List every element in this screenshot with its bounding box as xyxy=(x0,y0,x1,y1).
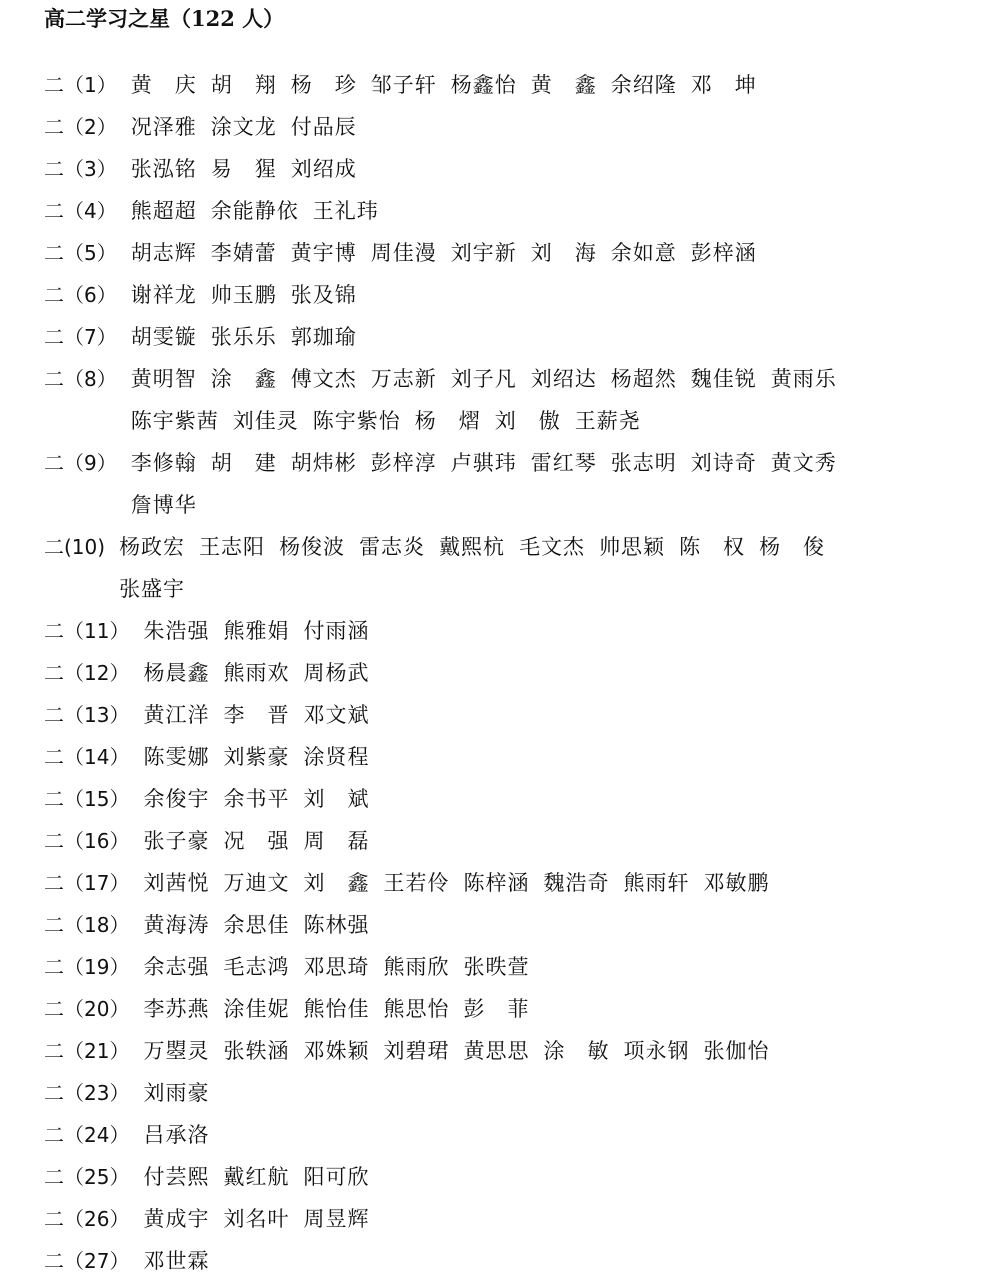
student-name: 吕承洛 xyxy=(143,1123,210,1147)
class-row xyxy=(44,274,984,316)
student-name: 涂佳妮 xyxy=(223,997,290,1021)
student-name: 邓世霖 xyxy=(143,1249,210,1273)
student-name: 邓思琦 xyxy=(303,955,370,979)
student-name: 张盛宇 xyxy=(119,577,186,601)
student-name-list xyxy=(143,778,383,820)
class-label: 二（23） xyxy=(44,1081,130,1105)
student-name: 熊雨欣 xyxy=(383,955,450,979)
student-name: 刘佳灵 xyxy=(232,409,299,433)
student-name: 张伽怡 xyxy=(703,1039,770,1063)
class-label: 二(10) xyxy=(44,535,106,559)
student-name: 王薪尧 xyxy=(574,409,641,433)
student-name: 熊思怡 xyxy=(383,997,450,1021)
class-label: 二（17） xyxy=(44,871,130,895)
class-row xyxy=(44,778,984,820)
class-label: 二（14） xyxy=(44,745,130,769)
student-name: 王志阳 xyxy=(199,535,266,559)
class-row xyxy=(44,652,984,694)
class-row xyxy=(44,190,984,232)
class-label: 二（15） xyxy=(44,787,130,811)
student-name: 陈梓涵 xyxy=(463,871,530,895)
student-name: 周佳漫 xyxy=(370,241,437,265)
student-name: 魏浩奇 xyxy=(543,871,610,895)
student-name: 帅思颖 xyxy=(599,535,666,559)
student-name: 刘诗奇 xyxy=(690,451,757,475)
student-name: 余能静依 xyxy=(210,199,299,223)
student-name: 张昳萱 xyxy=(463,955,530,979)
class-row xyxy=(44,442,984,526)
student-name-list xyxy=(143,1240,223,1282)
class-label: 二（20） xyxy=(44,997,130,1021)
student-name: 易 猩 xyxy=(210,157,277,181)
student-name: 雷志炎 xyxy=(359,535,426,559)
student-name: 胡 翔 xyxy=(210,73,277,97)
student-name: 王若伶 xyxy=(383,871,450,895)
class-label: 二（25） xyxy=(44,1165,130,1189)
student-name: 黄宇博 xyxy=(290,241,357,265)
student-name: 余志强 xyxy=(143,955,210,979)
student-name: 邹子轩 xyxy=(370,73,437,97)
student-name-list xyxy=(131,148,371,190)
student-name-list xyxy=(143,1030,783,1072)
class-row xyxy=(44,106,984,148)
student-name-list xyxy=(131,442,891,526)
student-name: 周杨武 xyxy=(303,661,370,685)
class-label: 二（27） xyxy=(44,1249,130,1273)
class-label: 二（8） xyxy=(44,367,117,391)
student-name: 帅玉鹏 xyxy=(210,283,277,307)
student-name-list xyxy=(143,1114,223,1156)
student-name: 刘碧珺 xyxy=(383,1039,450,1063)
class-row xyxy=(44,358,984,442)
student-name: 邓 坤 xyxy=(690,73,757,97)
student-name: 黄成宇 xyxy=(143,1207,210,1231)
student-name: 戴熙杭 xyxy=(439,535,506,559)
student-name: 周昱辉 xyxy=(303,1207,370,1231)
student-name: 杨晨鑫 xyxy=(143,661,210,685)
class-row xyxy=(44,988,984,1030)
class-label: 二（19） xyxy=(44,955,130,979)
student-name: 涂贤程 xyxy=(303,745,370,769)
student-name: 熊雅娟 xyxy=(223,619,290,643)
student-name: 郭珈瑜 xyxy=(290,325,357,349)
class-label: 二（1） xyxy=(44,73,117,97)
student-name: 李婧蕾 xyxy=(210,241,277,265)
student-name: 万志新 xyxy=(370,367,437,391)
student-name-list xyxy=(143,652,383,694)
student-name: 朱浩强 xyxy=(143,619,210,643)
document xyxy=(44,4,984,1282)
student-name: 胡志辉 xyxy=(130,241,197,265)
class-row xyxy=(44,232,984,274)
class-label: 二（9） xyxy=(44,451,117,475)
student-name-list xyxy=(143,820,383,862)
student-name-list xyxy=(143,1198,383,1240)
class-label: 二（5） xyxy=(44,241,117,265)
student-name: 黄明智 xyxy=(130,367,197,391)
student-name-list xyxy=(143,988,543,1030)
student-name-list xyxy=(143,736,383,778)
student-name: 杨俊波 xyxy=(279,535,346,559)
student-name-list xyxy=(143,1072,223,1114)
student-name: 刘绍成 xyxy=(290,157,357,181)
student-name: 张志明 xyxy=(610,451,677,475)
student-name: 王礼玮 xyxy=(312,199,379,223)
student-name: 付雨涵 xyxy=(303,619,370,643)
class-label: 二（7） xyxy=(44,325,117,349)
student-name: 刘 傲 xyxy=(494,409,561,433)
class-row xyxy=(44,610,984,652)
class-label: 二（26） xyxy=(44,1207,130,1231)
student-name: 黄 庆 xyxy=(130,73,197,97)
student-name-list xyxy=(131,106,371,148)
student-name-list xyxy=(131,316,371,358)
student-name: 熊雨欢 xyxy=(223,661,290,685)
student-name: 张及锦 xyxy=(290,283,357,307)
student-name: 阳可欣 xyxy=(303,1165,370,1189)
student-name: 刘宇新 xyxy=(450,241,517,265)
student-name: 毛志鸿 xyxy=(223,955,290,979)
student-name: 余绍隆 xyxy=(610,73,677,97)
class-row xyxy=(44,1072,984,1114)
student-name: 陈宇紫茜 xyxy=(130,409,219,433)
student-name-list xyxy=(131,190,393,232)
student-name: 陈 权 xyxy=(679,535,746,559)
student-name: 雷红琴 xyxy=(530,451,597,475)
class-label: 二（12） xyxy=(44,661,130,685)
student-name: 陈雯娜 xyxy=(143,745,210,769)
student-name: 杨超然 xyxy=(610,367,677,391)
class-row xyxy=(44,946,984,988)
student-name: 余思佳 xyxy=(223,913,290,937)
student-name: 涂文龙 xyxy=(210,115,277,139)
class-row xyxy=(44,1198,984,1240)
student-name: 张轶涵 xyxy=(223,1039,290,1063)
student-name: 詹博华 xyxy=(130,493,197,517)
student-name: 张子豪 xyxy=(143,829,210,853)
class-label: 二（16） xyxy=(44,829,130,853)
student-name: 周 磊 xyxy=(303,829,370,853)
class-label: 二（18） xyxy=(44,913,130,937)
student-name: 邓文斌 xyxy=(303,703,370,727)
student-name-list xyxy=(143,904,383,946)
student-name: 刘 斌 xyxy=(303,787,370,811)
student-name: 万迪文 xyxy=(223,871,290,895)
student-name: 刘名叶 xyxy=(223,1207,290,1231)
student-name-list xyxy=(131,232,771,274)
student-name: 张泓铭 xyxy=(130,157,197,181)
student-name: 杨 熠 xyxy=(414,409,481,433)
student-name: 邓敏鹏 xyxy=(703,871,770,895)
student-name: 黄文秀 xyxy=(770,451,837,475)
class-label: 二（24） xyxy=(44,1123,130,1147)
student-name: 黄江洋 xyxy=(143,703,210,727)
class-row xyxy=(44,526,984,610)
student-name: 黄雨乐 xyxy=(770,367,837,391)
class-label: 二（21） xyxy=(44,1039,130,1063)
student-name: 胡 建 xyxy=(210,451,277,475)
student-name: 黄思思 xyxy=(463,1039,530,1063)
student-name: 刘 海 xyxy=(530,241,597,265)
student-name: 胡雯镟 xyxy=(130,325,197,349)
student-name: 熊超超 xyxy=(130,199,197,223)
student-name: 杨鑫怡 xyxy=(450,73,517,97)
student-name-list xyxy=(131,358,891,442)
student-name: 涂 鑫 xyxy=(210,367,277,391)
student-name: 杨 珍 xyxy=(290,73,357,97)
class-row xyxy=(44,736,984,778)
student-name: 陈林强 xyxy=(303,913,370,937)
student-name: 熊怡佳 xyxy=(303,997,370,1021)
class-row xyxy=(44,316,984,358)
student-name: 刘 鑫 xyxy=(303,871,370,895)
student-name: 毛文杰 xyxy=(519,535,586,559)
class-label: 二（2） xyxy=(44,115,117,139)
student-name: 邓姝颖 xyxy=(303,1039,370,1063)
student-name-list xyxy=(143,610,383,652)
student-name: 涂 敏 xyxy=(543,1039,610,1063)
student-name: 刘茜悦 xyxy=(143,871,210,895)
class-row xyxy=(44,694,984,736)
student-name: 项永钢 xyxy=(623,1039,690,1063)
student-name: 刘子凡 xyxy=(450,367,517,391)
class-label: 二（3） xyxy=(44,157,117,181)
class-row xyxy=(44,820,984,862)
student-name-list xyxy=(143,946,543,988)
student-name: 张乐乐 xyxy=(210,325,277,349)
class-label: 二（4） xyxy=(44,199,117,223)
student-name-list xyxy=(143,694,383,736)
student-name: 杨 俊 xyxy=(759,535,826,559)
student-name: 余书平 xyxy=(223,787,290,811)
student-name: 胡炜彬 xyxy=(290,451,357,475)
class-row xyxy=(44,1240,984,1282)
student-name-list xyxy=(131,64,771,106)
student-name: 黄 鑫 xyxy=(530,73,597,97)
student-name: 彭 菲 xyxy=(463,997,530,1021)
student-name: 彭梓淳 xyxy=(370,451,437,475)
student-name: 付品辰 xyxy=(290,115,357,139)
class-row xyxy=(44,904,984,946)
student-name: 刘紫豪 xyxy=(223,745,290,769)
class-list xyxy=(44,64,984,1282)
student-name: 况 强 xyxy=(223,829,290,853)
student-name: 李修翰 xyxy=(130,451,197,475)
page-title: 高二学习之星（122 人） xyxy=(44,6,285,31)
student-name: 况泽雅 xyxy=(130,115,197,139)
student-name-list xyxy=(131,274,371,316)
class-row xyxy=(44,148,984,190)
student-name: 李苏燕 xyxy=(143,997,210,1021)
student-name: 余俊宇 xyxy=(143,787,210,811)
student-name: 陈宇紫怡 xyxy=(312,409,401,433)
student-name: 戴红航 xyxy=(223,1165,290,1189)
class-row xyxy=(44,1156,984,1198)
student-name: 杨政宏 xyxy=(119,535,186,559)
class-row xyxy=(44,1114,984,1156)
student-name-list xyxy=(143,1156,383,1198)
student-name: 刘绍达 xyxy=(530,367,597,391)
student-name: 卢骐玮 xyxy=(450,451,517,475)
class-row xyxy=(44,64,984,106)
student-name: 魏佳锐 xyxy=(690,367,757,391)
class-label: 二（11） xyxy=(44,619,130,643)
class-label: 二（13） xyxy=(44,703,130,727)
student-name: 黄海涛 xyxy=(143,913,210,937)
student-name: 余如意 xyxy=(610,241,677,265)
student-name: 李 晋 xyxy=(223,703,290,727)
student-name-list xyxy=(143,862,783,904)
student-name: 熊雨轩 xyxy=(623,871,690,895)
student-name-list xyxy=(119,526,879,610)
student-name: 彭梓涵 xyxy=(690,241,757,265)
class-row xyxy=(44,862,984,904)
student-name: 刘雨豪 xyxy=(143,1081,210,1105)
class-label: 二（6） xyxy=(44,283,117,307)
student-name: 万曌灵 xyxy=(143,1039,210,1063)
student-name: 付芸熙 xyxy=(143,1165,210,1189)
student-name: 傅文杰 xyxy=(290,367,357,391)
class-row xyxy=(44,1030,984,1072)
student-name: 谢祥龙 xyxy=(130,283,197,307)
